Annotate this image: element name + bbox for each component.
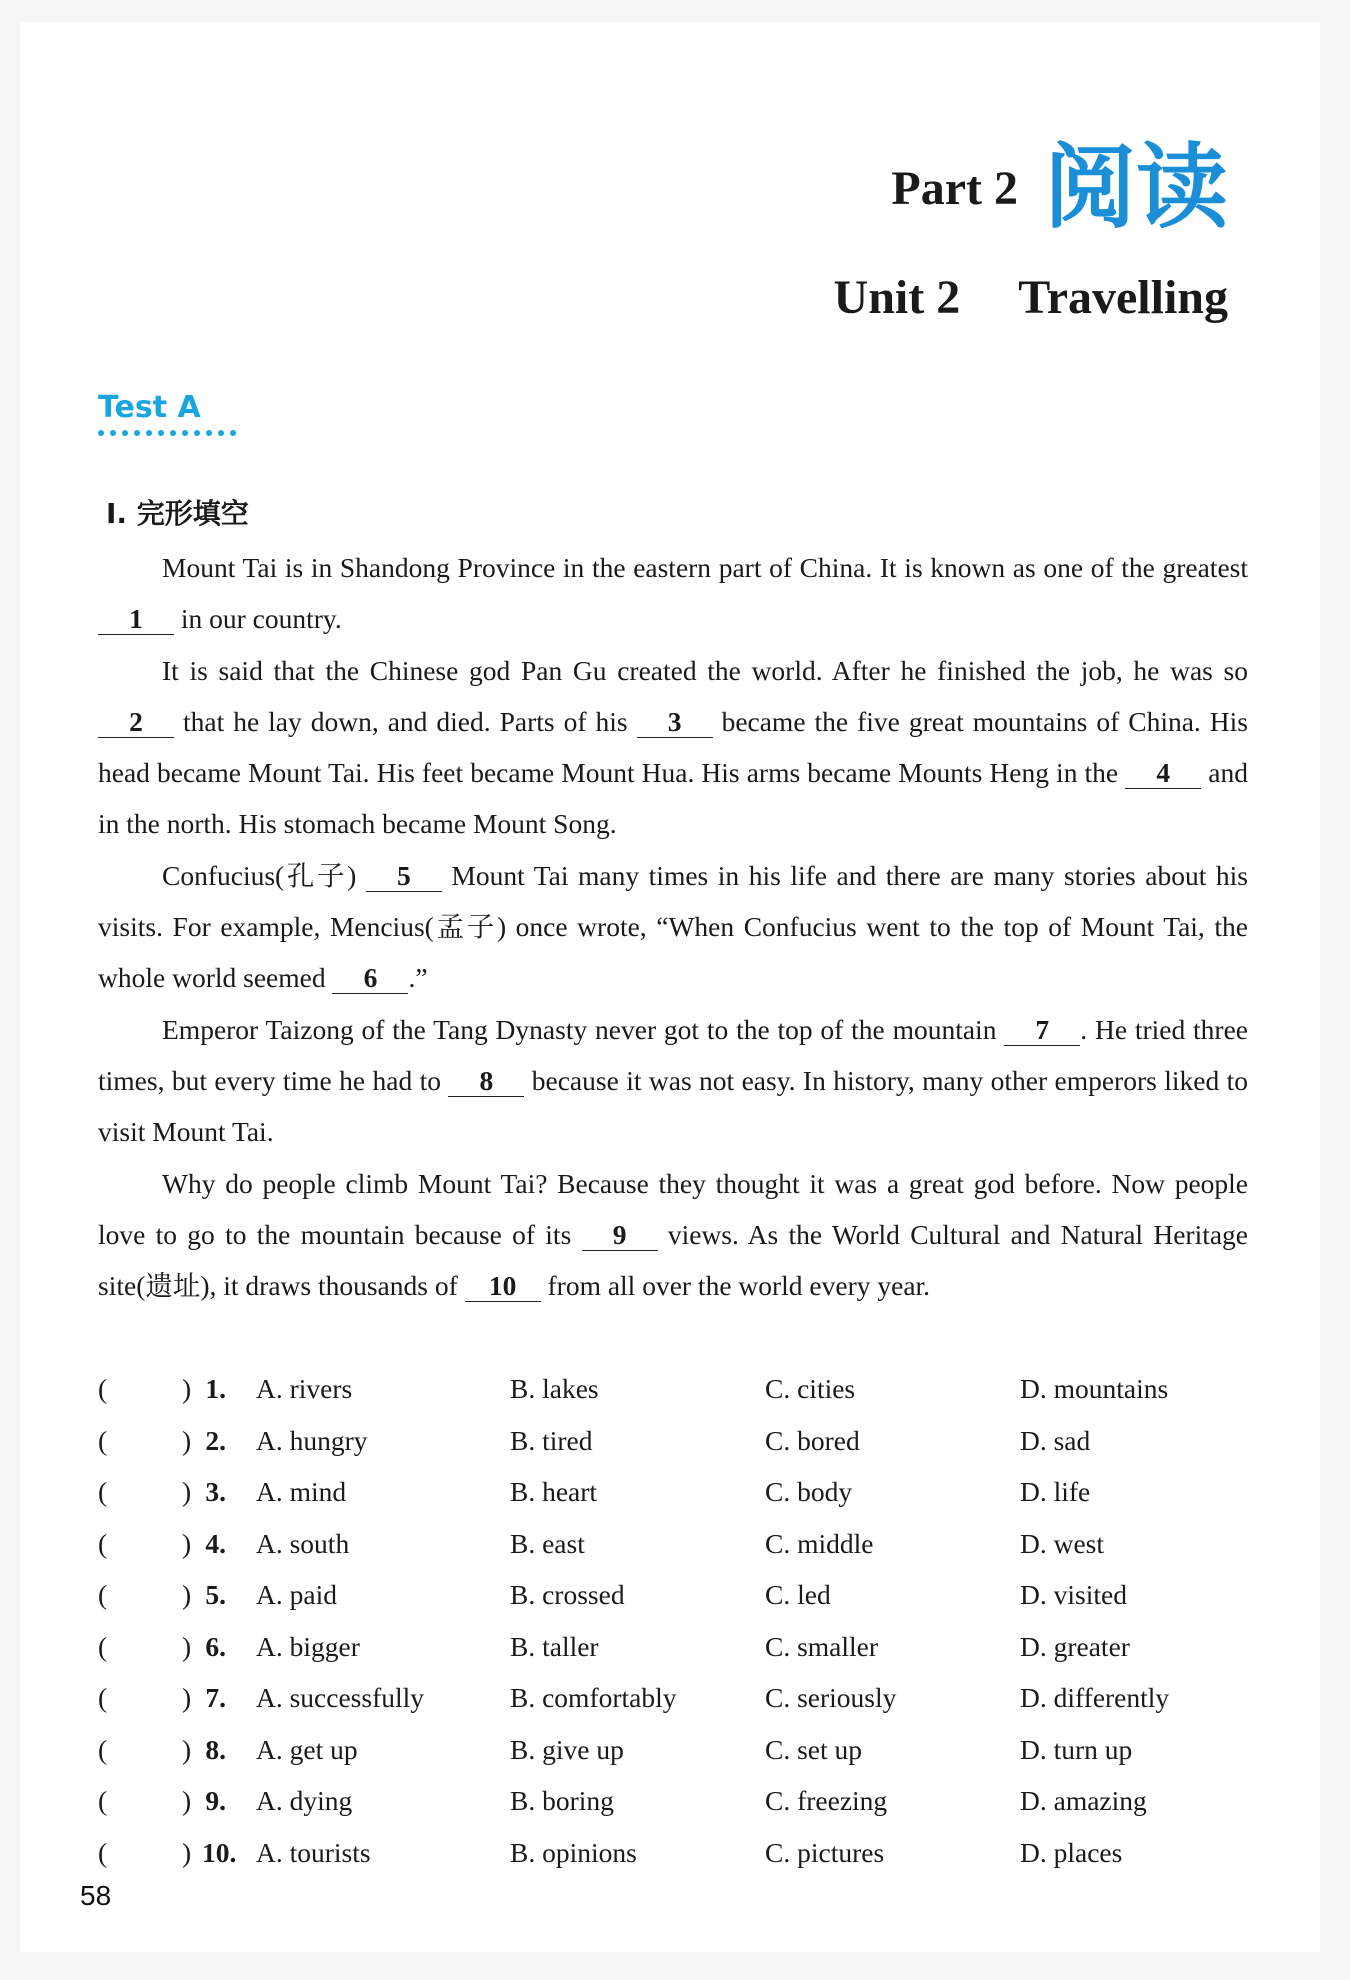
blank-1: 1	[98, 605, 174, 635]
section-title: Ⅰ. 完形填空	[106, 497, 249, 530]
unit-label: Unit 2	[833, 271, 961, 324]
answer-bracket-open[interactable]: (	[98, 1836, 108, 1868]
question-list	[98, 1363, 1248, 1878]
passage-paragraph	[98, 645, 1248, 850]
option-c: C. smaller	[765, 1630, 879, 1662]
option-d: D. greater	[1020, 1630, 1130, 1662]
answer-bracket-open[interactable]: (	[98, 1682, 108, 1713]
answer-bracket-open[interactable]: (	[98, 1527, 108, 1559]
option-a: A. get up	[256, 1733, 358, 1765]
question-number: 4.	[205, 1527, 226, 1559]
page-number: 58	[80, 1880, 112, 1911]
passage-text: from all over the world every year.	[540, 1270, 931, 1302]
passage-text: Mount Tai is in Shandong Province in the eastern part of China. It is known as one of the greatest	[162, 552, 1248, 583]
answer-bracket-open[interactable]: (	[98, 1630, 108, 1662]
option-a: A. paid	[256, 1579, 337, 1610]
answer-bracket-close[interactable]: )	[182, 1836, 192, 1868]
option-c: C. pictures	[765, 1836, 885, 1868]
passage-text: that he lay down, and died. Parts of his	[174, 705, 637, 737]
option-d: D. amazing	[1020, 1785, 1147, 1816]
question-number: 8.	[205, 1733, 226, 1765]
option-b: B. lakes	[510, 1373, 599, 1404]
passage-text: in our country.	[174, 603, 342, 635]
option-b: B. comfortably	[510, 1682, 677, 1713]
option-a: A. hungry	[256, 1424, 368, 1456]
option-b: B. opinions	[510, 1836, 637, 1868]
blank-10: 10	[465, 1272, 541, 1302]
passage-text: views. As the World Cultural and Natural Heritage site(遗址), it draws thousands of	[98, 1218, 1249, 1302]
unit-title: Travelling	[1018, 271, 1228, 324]
answer-bracket-close[interactable]: )	[182, 1373, 192, 1404]
option-b: B. crossed	[510, 1579, 625, 1610]
unit-heading	[834, 270, 1228, 325]
passage-text: Confucius(孔子)	[162, 859, 366, 891]
option-d: D. life	[1020, 1476, 1091, 1507]
part-heading	[891, 134, 1228, 241]
option-b: B. heart	[510, 1476, 598, 1507]
question-row	[98, 1827, 1248, 1879]
passage-paragraph	[98, 542, 1248, 645]
option-a: A. dying	[256, 1785, 353, 1816]
question-row	[98, 1724, 1248, 1776]
option-c: C. seriously	[765, 1682, 897, 1713]
option-c: C. set up	[765, 1733, 863, 1765]
option-d: D. mountains	[1020, 1373, 1169, 1404]
option-a: A. south	[256, 1527, 350, 1559]
question-row	[98, 1672, 1248, 1724]
option-b: B. east	[510, 1527, 585, 1559]
option-d: D. sad	[1020, 1424, 1091, 1456]
option-c: C. led	[765, 1579, 831, 1610]
answer-bracket-open[interactable]: (	[98, 1424, 108, 1456]
option-a: A. tourists	[256, 1836, 371, 1868]
question-row	[98, 1775, 1248, 1827]
question-number: 1.	[205, 1373, 226, 1404]
answer-bracket-close[interactable]: )	[182, 1682, 192, 1713]
option-a: A. successfully	[256, 1682, 425, 1713]
passage	[98, 542, 1248, 1311]
answer-bracket-open[interactable]: (	[98, 1733, 108, 1765]
answer-bracket-close[interactable]: )	[182, 1785, 192, 1816]
question-number: 3.	[205, 1476, 226, 1507]
passage-text: .”	[408, 962, 428, 994]
option-c: C. body	[765, 1476, 853, 1507]
option-b: B. tired	[510, 1424, 593, 1456]
passage-text: Mount Tai many times in his life and there are many stories about his visits. For example, Mencius(孟子) once wrote, “When Confucius went to the top of Mount Tai, the whole world seemed	[98, 859, 1248, 994]
passage-text: and in the north. His stomach became Mount Song.	[98, 757, 1248, 840]
answer-bracket-close[interactable]: )	[182, 1630, 192, 1662]
passage-text: Emperor Taizong of the Tang Dynasty never got to the top of the mountain	[162, 1013, 1005, 1045]
question-row	[98, 1466, 1248, 1518]
question-number: 2.	[205, 1424, 226, 1456]
passage-text: became the five great mountains of China. His head became Mount Tai. His feet became Mount Hua. His arms became Mounts Heng in the	[98, 705, 1248, 789]
question-row	[98, 1569, 1248, 1621]
answer-bracket-open[interactable]: (	[98, 1579, 108, 1610]
option-d: D. places	[1020, 1836, 1123, 1868]
passage-text: It is said that the Chinese god Pan Gu created the world. After he finished the job, he was so	[162, 654, 1248, 686]
passage-paragraph	[98, 1004, 1248, 1158]
answer-bracket-open[interactable]: (	[98, 1785, 108, 1816]
option-b: B. boring	[510, 1785, 614, 1816]
passage-text: . He tried three times, but every time he had to	[98, 1013, 1249, 1096]
option-a: A. bigger	[256, 1630, 360, 1662]
answer-bracket-close[interactable]: )	[182, 1579, 192, 1610]
question-number: 10.	[202, 1836, 237, 1868]
option-d: D. differently	[1020, 1682, 1170, 1713]
answer-bracket-close[interactable]: )	[182, 1733, 192, 1765]
question-row	[98, 1415, 1248, 1467]
option-b: B. give up	[510, 1733, 624, 1765]
option-b: B. taller	[510, 1630, 599, 1662]
answer-bracket-close[interactable]: )	[182, 1527, 192, 1559]
answer-bracket-open[interactable]: (	[98, 1476, 108, 1507]
question-number: 6.	[205, 1630, 226, 1662]
dotted-underline	[98, 430, 236, 436]
blank-5: 5	[366, 862, 442, 892]
question-number: 5.	[205, 1579, 226, 1610]
question-row	[98, 1363, 1248, 1415]
passage-paragraph	[98, 850, 1248, 1004]
option-d: D. turn up	[1020, 1733, 1133, 1765]
option-c: C. bored	[765, 1424, 860, 1456]
test-label: Test A	[98, 390, 201, 425]
option-c: C. freezing	[765, 1785, 888, 1816]
question-number: 7.	[205, 1682, 226, 1713]
option-d: D. visited	[1020, 1579, 1127, 1610]
option-c: C. middle	[765, 1527, 874, 1559]
passage-paragraph	[98, 1158, 1248, 1312]
passage-text: because it was not easy. In history, many other emperors liked to visit Mount Tai.	[98, 1064, 1248, 1148]
option-c: C. cities	[765, 1373, 856, 1404]
answer-bracket-open[interactable]: (	[98, 1373, 108, 1404]
option-d: D. west	[1020, 1527, 1105, 1559]
part-label: Part 2	[891, 161, 1018, 215]
answer-bracket-close[interactable]: )	[182, 1424, 192, 1456]
blank-7: 7	[1004, 1016, 1080, 1046]
option-a: A. mind	[256, 1476, 347, 1507]
question-row	[98, 1621, 1248, 1673]
answer-bracket-close[interactable]: )	[182, 1476, 192, 1507]
question-number: 9.	[205, 1785, 226, 1816]
blank-2: 2	[98, 708, 174, 738]
blank-6: 6	[332, 964, 408, 994]
option-a: A. rivers	[256, 1373, 353, 1404]
blank-8: 8	[448, 1067, 524, 1097]
page	[20, 22, 1320, 1952]
blank-3: 3	[637, 708, 713, 738]
part-title-chinese: 阅读	[1043, 134, 1228, 241]
passage-text: Why do people climb Mount Tai? Because they thought it was a great god before. Now people love to go to the mountain because of its	[98, 1167, 1248, 1250]
blank-4: 4	[1125, 759, 1201, 789]
blank-9: 9	[582, 1221, 658, 1251]
question-row	[98, 1518, 1248, 1570]
